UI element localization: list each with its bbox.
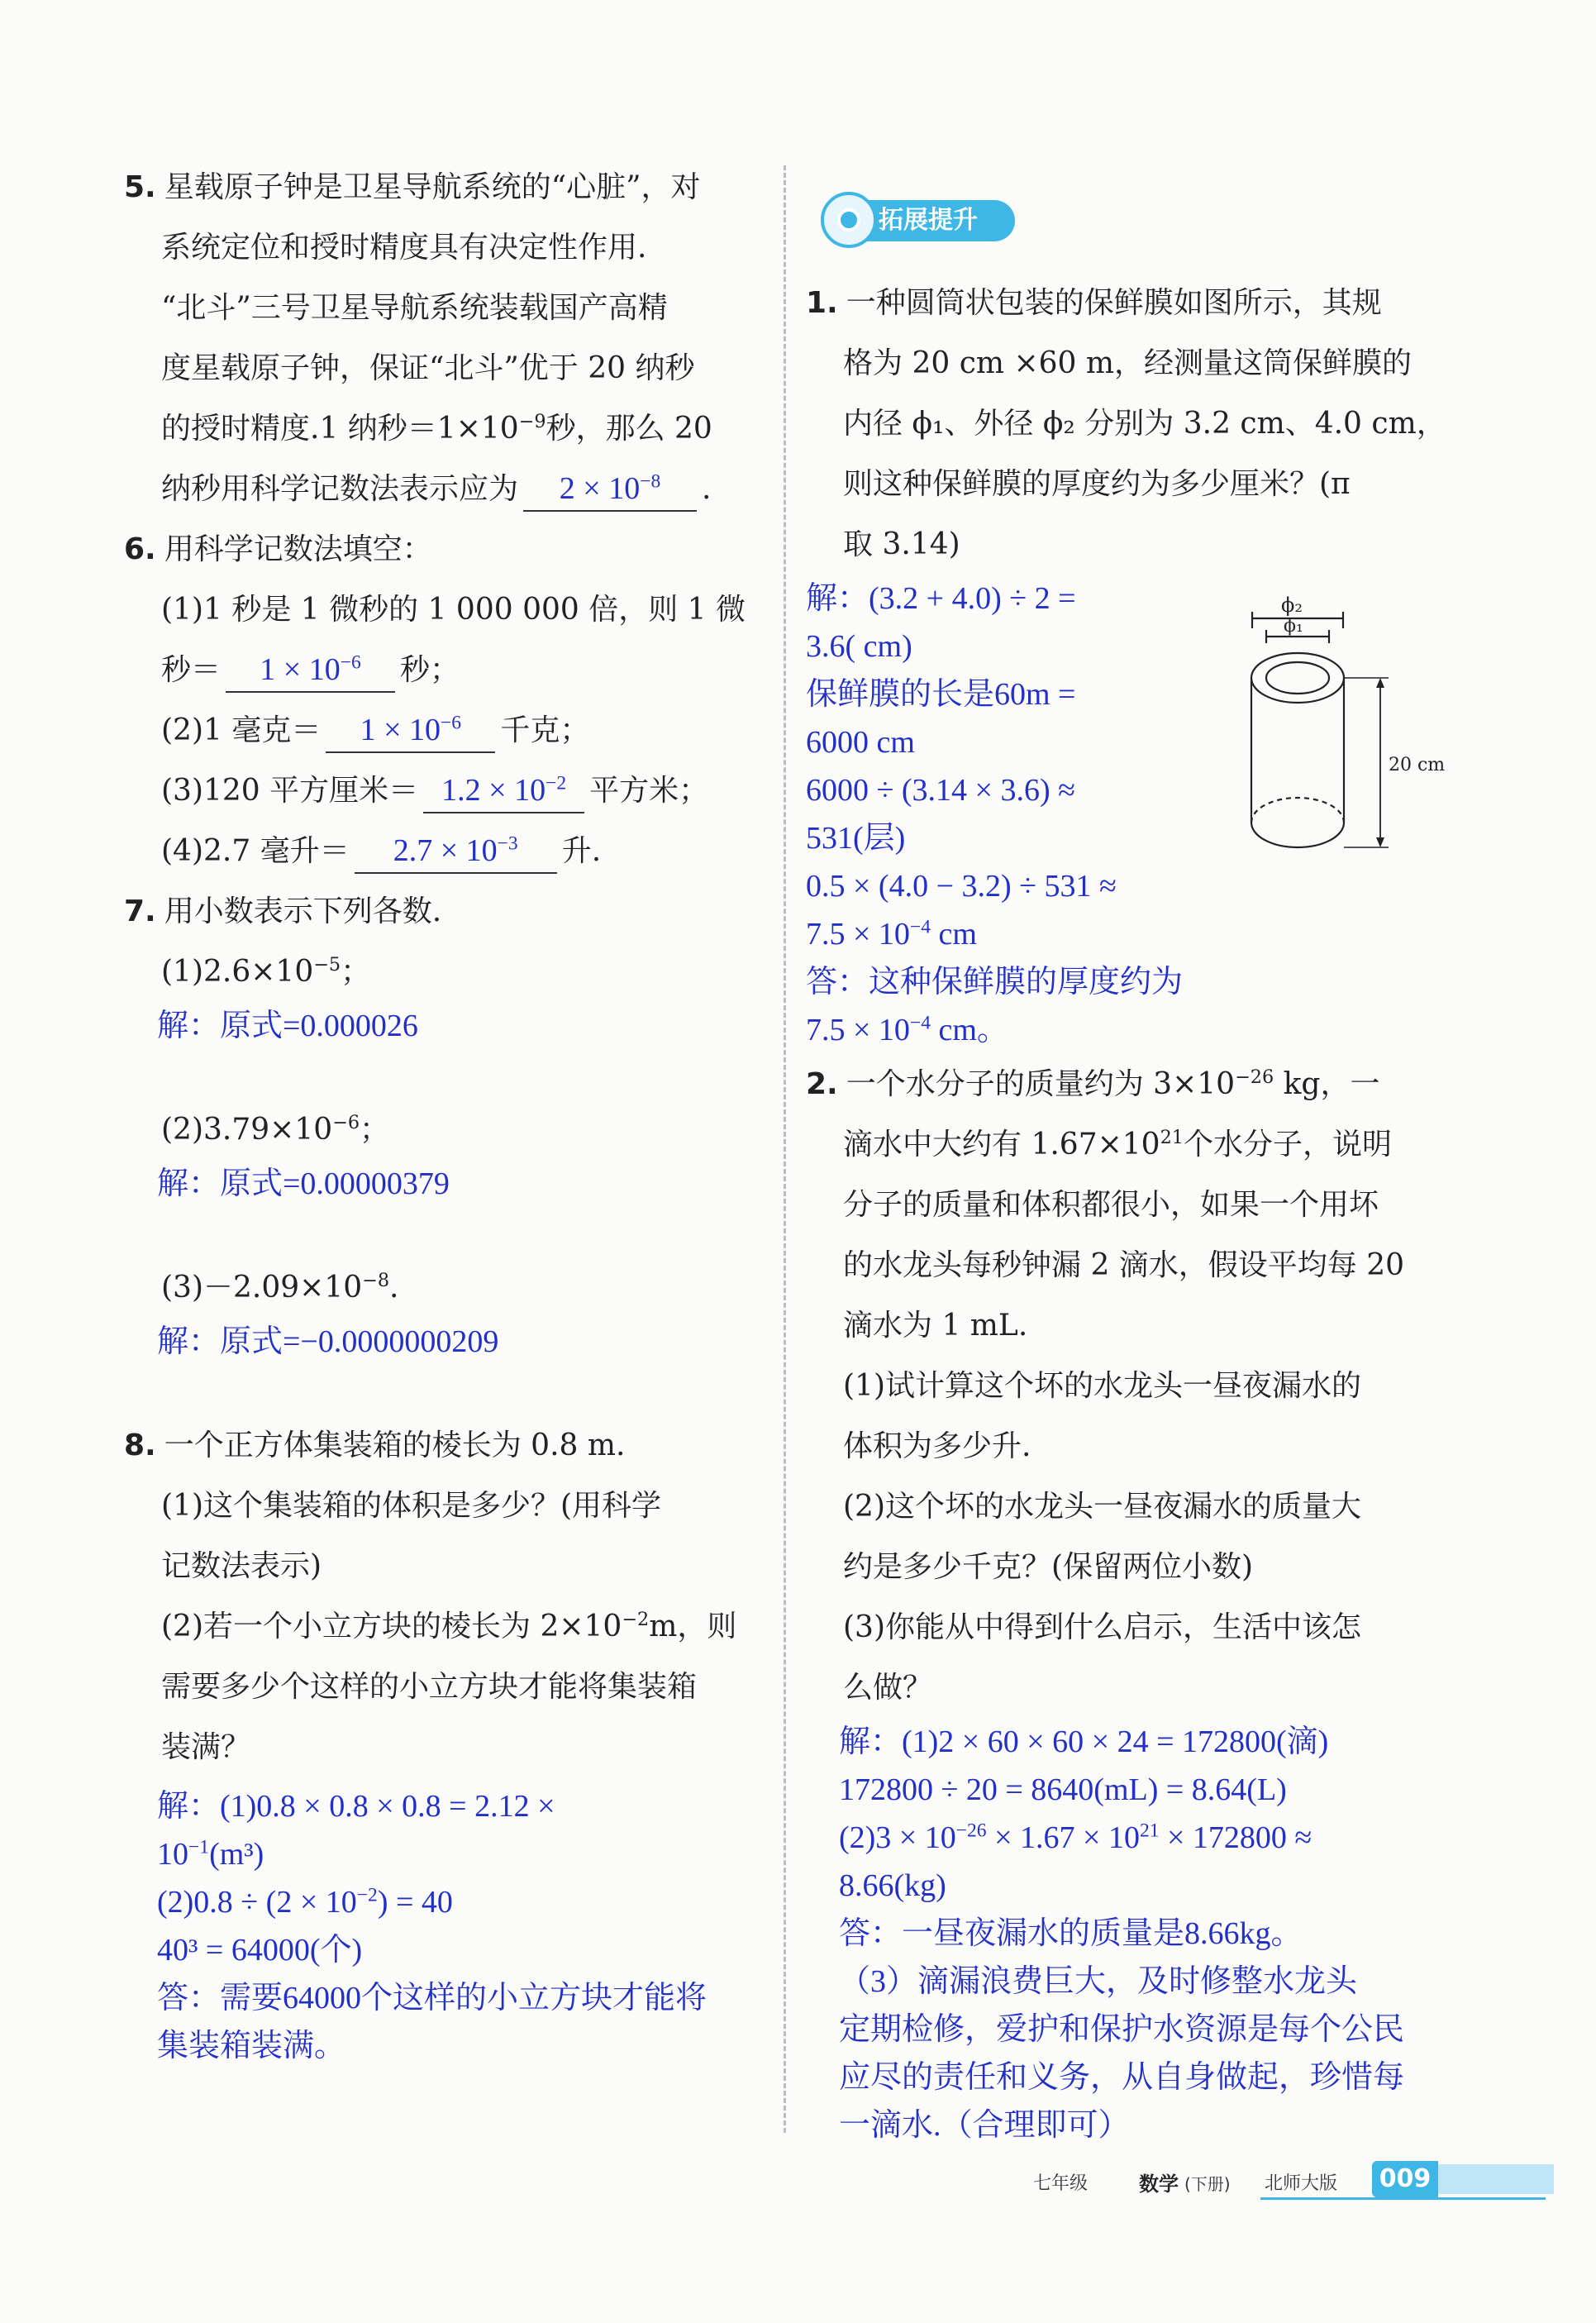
- outer-rim: [1251, 653, 1344, 703]
- page-footer: [1033, 2158, 1562, 2207]
- question-number: 6.: [124, 532, 156, 566]
- question-text: 体积为多少升.: [843, 1429, 1031, 1463]
- cylinder-bottom: [1251, 823, 1344, 847]
- question-text: 平方米；: [589, 774, 709, 808]
- answer-line: 集装箱装满。: [157, 2029, 346, 2063]
- exponent: −5: [313, 954, 341, 975]
- exponent: −6: [332, 1112, 360, 1133]
- question-text: 一个正方体集装箱的棱长为 0.8 m.: [164, 1429, 626, 1462]
- question-text: 千克；: [500, 713, 590, 747]
- answer-line: 531(层): [806, 821, 906, 856]
- exponent: −2: [622, 1609, 650, 1630]
- answer-line: × 1.67 × 10: [986, 1820, 1140, 1855]
- handwritten-answer: [124, 1782, 760, 2070]
- question-text: (2)这个坏的水龙头一昼夜漏水的质量大: [843, 1490, 1361, 1524]
- answer-line: 定期检修，爱护和保护水资源是每个公民: [839, 2012, 1405, 2047]
- question-text: 纳秒用科学记数法表示应为: [161, 472, 519, 506]
- exponent: −8: [362, 1270, 390, 1291]
- answer-line: 保鲜膜的长是60m =: [806, 677, 1076, 712]
- question-text: 升.: [561, 834, 602, 868]
- footer-underline: [1260, 2197, 1546, 2200]
- question-text: 的水龙头每秒钟漏 2 滴水，假设平均每 20: [843, 1248, 1405, 1282]
- question-text: .: [389, 1271, 399, 1305]
- question-text: 的授时精度.1 纳秒＝1×10: [161, 412, 519, 446]
- question-text: 么做？: [843, 1671, 933, 1705]
- edition-label: 北师大版: [1265, 2173, 1338, 2194]
- question-text: 内径 ϕ₁、外径 ϕ₂ 分别为 3.2 cm、4.0 cm，: [843, 407, 1446, 441]
- left-column: [124, 157, 760, 2078]
- cylinder-bottom-hidden: [1251, 798, 1344, 823]
- footer-decor-bar: [1430, 2164, 1554, 2194]
- answer-line: 6000 ÷ (3.14 × 3.6) ≈: [806, 773, 1075, 808]
- question-text: (2)3.79×10: [161, 1113, 333, 1147]
- section-badge: [812, 188, 1044, 255]
- height-label: 20 cm: [1389, 755, 1446, 775]
- answer-line: 解：(3.2 + 4.0) ÷ 2 =: [806, 581, 1076, 616]
- answer-line: 6000 cm: [806, 725, 915, 760]
- answer-line: 解：(1)2 × 60 × 60 × 24 = 172800(滴): [839, 1724, 1329, 1759]
- answer-line: cm: [931, 917, 977, 952]
- answer-line: (m³): [209, 1837, 264, 1872]
- answer-line: 一滴水.（合理即可）: [839, 2108, 1130, 2143]
- answer-line: 答：这种保鲜膜的厚度约为: [806, 965, 1184, 999]
- question-8: [124, 1415, 760, 2070]
- handwritten-answer: 解：原式=0.000026: [157, 1009, 418, 1043]
- question-5: [124, 157, 760, 519]
- exponent: −26: [1235, 1066, 1274, 1088]
- question-text: ；: [341, 955, 371, 989]
- question-6: [124, 519, 760, 881]
- answer-line: 0.5 × (4.0 − 3.2) ÷ 531 ≈: [806, 869, 1117, 904]
- question-text: 取 3.14): [843, 527, 960, 561]
- exponent: −26: [955, 1820, 987, 1842]
- cylinder-figure: [1232, 579, 1471, 876]
- exponent: −1: [188, 1836, 210, 1858]
- question-text: ；: [360, 1113, 390, 1147]
- question-text: (1)这个集装箱的体积是多少？(用科学: [161, 1489, 662, 1523]
- answer-blank: $1 \times 10^{-6}$: [226, 648, 395, 693]
- column-divider: [784, 165, 786, 2133]
- question-text: (3)－2.09×10: [161, 1271, 363, 1305]
- question-text: kg，一: [1274, 1067, 1380, 1101]
- question-text: (3)120 平方厘米＝: [161, 774, 419, 808]
- right-column: [806, 273, 1467, 2149]
- question-text: (2)1 毫克＝: [161, 713, 322, 747]
- answer-line: (2)0.8 ÷ (2 × 10: [157, 1885, 357, 1920]
- answer-line: 7.5 × 10: [806, 917, 910, 952]
- exponent: 21: [1160, 1127, 1184, 1148]
- handwritten-answer: 解：原式=−0.0000000209: [157, 1324, 499, 1359]
- question-text: 格为 20 cm ×60 m，经测量这筒保鲜膜的: [843, 346, 1412, 380]
- question-text: (1)2.6×10: [161, 955, 314, 989]
- question-text: 秒＝: [161, 653, 222, 687]
- target-icon: [821, 192, 877, 248]
- question-number: 1.: [806, 286, 838, 320]
- answer-line: (2)3 × 10: [839, 1820, 956, 1855]
- question-text: 滴水为 1 mL.: [843, 1309, 1028, 1343]
- answer-line: 答：需要64000个这样的小立方块才能将: [157, 1981, 707, 2015]
- question-text: (1)1 秒是 1 微秒的 1 000 000 倍，则 1 微: [161, 593, 746, 627]
- question-text: 星载原子钟是卫星导航系统的“心脏”，对: [164, 170, 701, 204]
- question-number: 5.: [124, 170, 156, 204]
- question-text: 系统定位和授时精度具有决定性作用.: [161, 231, 647, 265]
- answer-line: 3.6( cm): [806, 629, 912, 664]
- inner-rim: [1266, 662, 1329, 694]
- answer-line: 7.5 × 10: [806, 1013, 910, 1047]
- exponent: −4: [909, 916, 931, 938]
- question-text: (1)试计算这个坏的水龙头一昼夜漏水的: [843, 1369, 1361, 1403]
- question-text: 装满？: [161, 1730, 251, 1764]
- question-text: 个水分子，说明: [1183, 1128, 1392, 1162]
- question-text: 需要多少个这样的小立方块才能将集装箱: [161, 1670, 698, 1704]
- section-title: 拓展提升: [846, 200, 1015, 241]
- question-text: (3)你能从中得到什么启示，生活中该怎: [843, 1610, 1361, 1644]
- question-text: 一种圆筒状包装的保鲜膜如图所示，其规: [846, 286, 1382, 320]
- question-text: 秒；: [400, 653, 460, 687]
- question-text: 用科学记数法填空：: [164, 532, 432, 566]
- answer-line: ) = 40: [377, 1885, 453, 1920]
- answer-line: 解：(1)0.8 × 0.8 × 0.8 = 2.12 ×: [157, 1789, 555, 1824]
- question-text: .: [702, 472, 712, 506]
- question-number: 2.: [806, 1067, 838, 1101]
- grade-label: 七年级: [1033, 2173, 1089, 2194]
- answer-line: 172800 ÷ 20 = 8640(mL) = 8.64(L): [839, 1772, 1287, 1807]
- question-text: “北斗”三号卫星导航系统装载国产高精: [161, 291, 668, 325]
- page-number: 009: [1372, 2161, 1438, 2197]
- answer-line: （3）滴漏浪费巨大，及时修整水龙头: [839, 1964, 1358, 1999]
- answer-line: 8.66(kg): [839, 1868, 946, 1903]
- answer-line: 40³ = 64000(个): [157, 1933, 363, 1968]
- exponent: 21: [1139, 1820, 1160, 1842]
- question-text: 度星载原子钟，保证“北斗”优于 20 纳秒: [161, 351, 695, 385]
- handwritten-answer: 解：原式=0.00000379: [157, 1166, 450, 1201]
- question-text: 分子的质量和体积都很小，如果一个用坏: [843, 1188, 1379, 1222]
- answer-blank: $1.2 \times 10^{-2}$: [423, 769, 584, 813]
- phi2-label: ϕ₂: [1281, 594, 1303, 617]
- extension-question-2: [806, 1054, 1467, 2149]
- answer-line: 应尽的责任和义务，从自身做起，珍惜每: [839, 2060, 1405, 2095]
- answer-line: 答：一昼夜漏水的质量是8.66kg。: [839, 1916, 1303, 1951]
- subject-label: 数学: [1139, 2173, 1179, 2196]
- question-text: 一个水分子的质量约为 3×10: [846, 1067, 1236, 1101]
- question-number: 7.: [124, 894, 156, 928]
- question-text: 记数法表示): [161, 1549, 322, 1583]
- question-text: (4)2.7 毫升＝: [161, 834, 350, 868]
- answer-blank: $2.7 \times 10^{-3}$: [355, 829, 557, 874]
- question-number: 8.: [124, 1429, 156, 1462]
- question-text: 秒，那么 20: [545, 412, 712, 446]
- answer-blank: $1 \times 10^{-6}$: [326, 708, 495, 753]
- exponent: −9: [518, 411, 546, 432]
- volume-label: (下册): [1184, 2174, 1231, 2194]
- answer-line: × 172800 ≈: [1159, 1820, 1313, 1855]
- answer-line: cm。: [931, 1013, 1008, 1047]
- exponent: −4: [909, 1012, 931, 1034]
- question-text: (2)若一个小立方块的棱长为 2×10: [161, 1610, 622, 1643]
- question-text: m，则: [649, 1610, 737, 1643]
- question-text: 则这种保鲜膜的厚度约为多少厘米？(π: [843, 467, 1351, 501]
- answer-line: 10: [157, 1837, 188, 1872]
- handwritten-answer: [806, 1718, 1467, 2149]
- question-text: 约是多少千克？(保留两位小数): [843, 1550, 1254, 1584]
- answer-blank: $2 \times 10^{-8}$: [523, 467, 697, 512]
- question-text: 滴水中大约有 1.67×10: [843, 1128, 1160, 1162]
- question-7: [124, 881, 760, 1415]
- exponent: −2: [356, 1884, 378, 1906]
- question-text: 用小数表示下列各数.: [164, 894, 442, 928]
- phi1-label: ϕ₁: [1284, 616, 1303, 637]
